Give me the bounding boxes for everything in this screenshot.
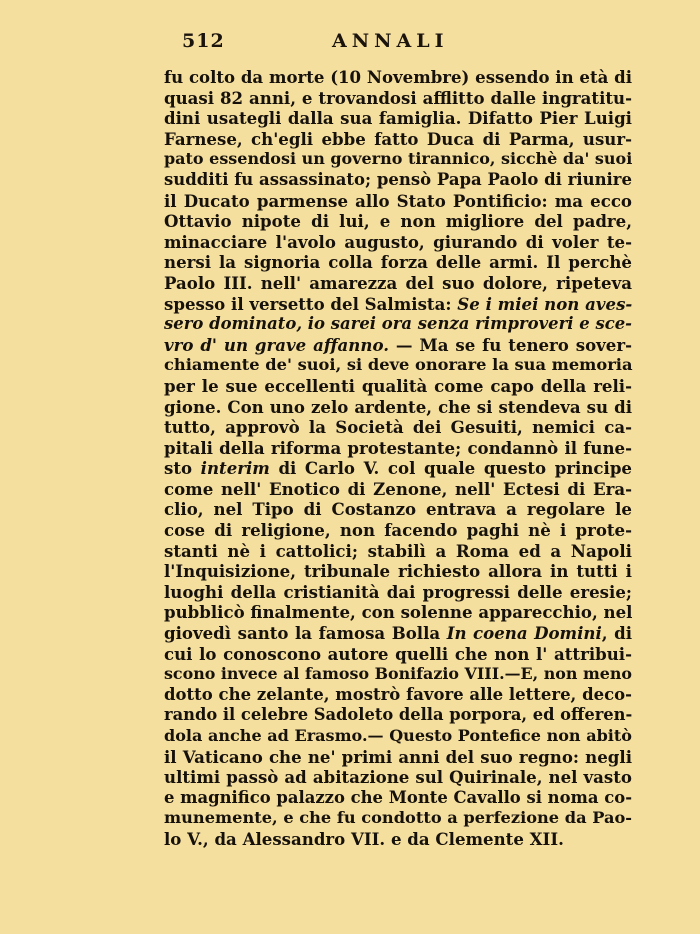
text-run: dini usategli dalla sua famiglia. Difatto Pier Luigi	[164, 108, 632, 129]
text-run: e magnifico palazzo che Monte Cavallo si noma co-	[164, 787, 632, 807]
text-line	[164, 499, 632, 520]
text-run: come nell' Enotico di Zenone, nell' Ectesi di Era-	[164, 478, 632, 499]
text-line	[164, 644, 632, 665]
text-run: dotto che zelante, mostrò favore alle lettere, deco-	[164, 684, 632, 704]
text-run: Farnese, ch'egli ebbe fatto Duca di Parma, usur-	[164, 128, 632, 149]
text-line	[164, 685, 632, 706]
text-run: tutto, approvò la Società dei Gesuiti, nemici ca-	[164, 417, 632, 438]
text-run: ultimi passò ad abitazione sul Quirinale, nel vasto	[164, 767, 632, 788]
text-line	[164, 705, 632, 726]
text-line	[164, 273, 632, 294]
body-text	[164, 67, 632, 850]
text-line	[164, 726, 632, 747]
text-run: pubblicò finalmente, con solenne apparecchio, nel	[164, 602, 633, 623]
page-header	[164, 30, 632, 58]
text-line	[164, 211, 632, 232]
text-line	[164, 541, 632, 562]
text-line	[164, 479, 632, 500]
text-run: di Carlo V. col quale questo principe	[269, 458, 632, 479]
text-run: — Ma se fu tenero sover-	[389, 334, 632, 355]
text-line	[164, 520, 632, 541]
text-line	[164, 747, 632, 768]
text-run: spesso il versetto del Salmista:	[164, 293, 458, 314]
text-line	[164, 397, 632, 418]
text-line	[164, 788, 632, 809]
text-run: l'Inquisizione, tribunale richiesto allora in tutti i	[164, 561, 632, 582]
text-line	[164, 67, 632, 88]
text-run: giovedì santo la famosa Bolla	[164, 623, 447, 644]
italic-text: vro d' un grave affanno.	[164, 334, 389, 355]
text-line	[164, 561, 632, 582]
text-run: sudditi fu assassinato; pensò Papa Paolo di riunire	[164, 169, 632, 189]
text-line	[164, 602, 632, 623]
text-run: quasi 82 anni, e trovandosi afflitto dalle ingratitu-	[164, 87, 632, 108]
text-line	[164, 170, 632, 191]
text-run: minacciare l'avolo augusto, giurando di voler te-	[164, 231, 632, 252]
text-run: per le sue eccellenti qualità come capo della reli-	[164, 375, 632, 396]
text-run: rando il celebre Sadoleto della porpora, ed offeren-	[164, 705, 633, 725]
text-line	[164, 129, 632, 150]
text-line	[164, 252, 632, 273]
text-run: scono invece al famoso Bonifazio VIII.—E, non meno	[164, 664, 632, 684]
text-line	[164, 376, 632, 397]
page-number: 512	[182, 30, 225, 52]
text-line	[164, 88, 632, 109]
text-run: il Ducato parmense allo Stato Pontificio: ma ecco	[164, 190, 632, 211]
text-run: il Vaticano che ne' primi anni del suo regno: negli	[164, 746, 632, 767]
text-line	[164, 808, 632, 829]
running-title: ANNALI	[332, 30, 449, 52]
text-run: clio, nel Tipo di Costanzo entrava a regolare le	[164, 499, 632, 520]
italic-text: Se i miei non aves-	[457, 293, 633, 314]
text-line	[164, 108, 632, 129]
text-run: gione. Con uno zelo ardente, che si stendeva su di	[164, 396, 632, 417]
text-run: luoghi della cristianità dai progressi delle eresie;	[164, 581, 632, 602]
text-run: Paolo III. nell' amarezza del suo dolore, ripeteva	[164, 272, 632, 293]
text-run: dola anche ad Erasmo.— Questo Pontefice non abitò	[164, 726, 632, 745]
text-line	[164, 149, 632, 170]
text-run: Ottavio nipote di lui, e non migliore del padre,	[164, 211, 632, 232]
text-line	[164, 623, 632, 644]
text-line	[164, 314, 632, 335]
text-run: sto	[164, 458, 201, 479]
text-run: , di	[601, 623, 632, 644]
text-run: cui lo conoscono autore quelli che non l' attribui-	[164, 643, 632, 664]
text-run: chiamente de' suoi, si deve onorare la sua memoria	[164, 355, 633, 375]
text-line	[164, 335, 632, 356]
italic-text: sero dominato, io sarei ora senza rimproveri e sce-	[164, 314, 632, 334]
text-line	[164, 417, 632, 438]
text-run: cose di religione, non facendo paghi nè i prote-	[164, 520, 632, 541]
text-line	[164, 294, 632, 315]
text-line	[164, 191, 632, 212]
text-line	[164, 458, 632, 479]
text-run: munemente, e che fu condotto a perfezione da Pao-	[164, 808, 633, 828]
text-line	[164, 767, 632, 788]
text-run: lo V., da Alessandro VII. e da Clemente XII.	[164, 828, 564, 849]
text-line	[164, 232, 632, 253]
text-line	[164, 664, 632, 685]
text-line	[164, 438, 632, 459]
text-run: fu colto da morte (10 Novembre) essendo in età di	[164, 67, 632, 87]
text-line	[164, 355, 632, 376]
text-line	[164, 829, 632, 850]
text-run: nersi la signoria colla forza delle armi. Il perchè	[164, 252, 632, 273]
text-line	[164, 582, 632, 603]
text-run: pitali della riforma protestante; condannò il fune-	[164, 437, 632, 458]
text-run: pato essendosi un governo tirannico, sicchè da' suoi	[164, 149, 633, 169]
text-run: stanti nè i cattolici; stabilì a Roma ed a Napoli	[164, 540, 632, 561]
italic-text: In coena Domini	[446, 623, 602, 644]
italic-text: interim	[200, 458, 270, 479]
